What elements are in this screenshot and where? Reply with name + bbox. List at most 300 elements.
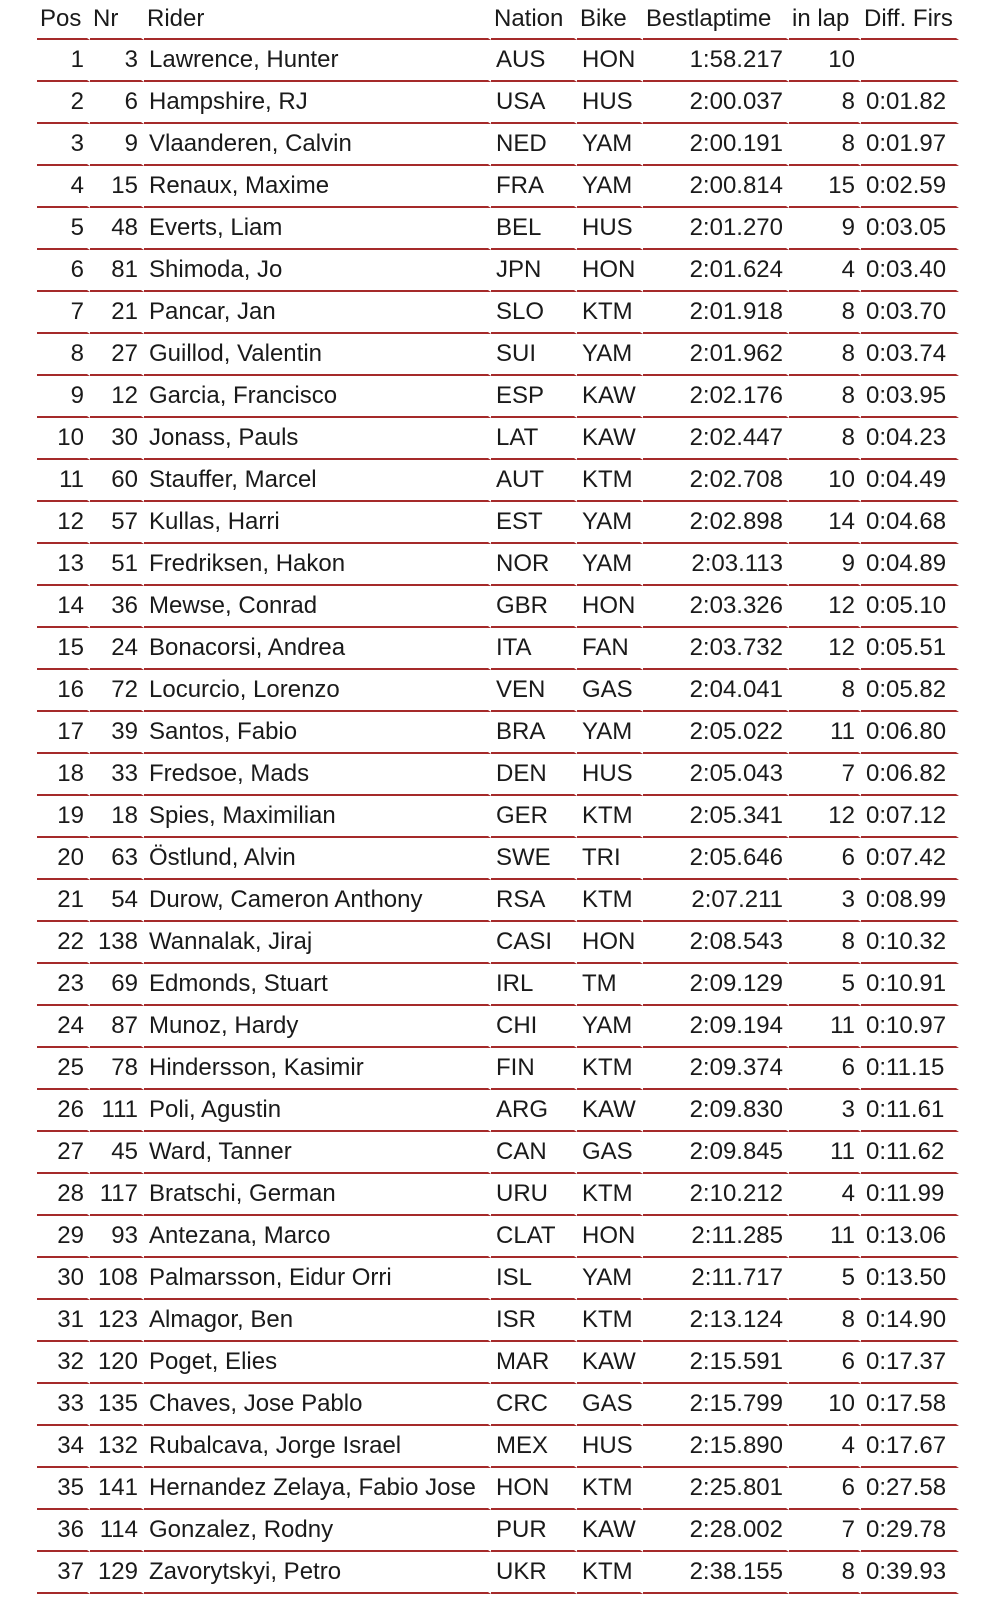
cell-in-lap: 3 [789,880,861,922]
cell-bike: GAS [577,1384,643,1426]
table-row [37,1342,959,1384]
cell-pos: 27 [37,1132,90,1174]
cell-nr: 132 [90,1426,144,1468]
cell-bike: KAW [577,376,643,418]
cell-diff-first: 0:10.91 [861,964,959,1006]
table-row [37,1048,959,1090]
cell-nr: 12 [90,376,144,418]
table-row [37,754,959,796]
cell-rider: Bonacorsi, Andrea [144,628,491,670]
cell-bestlaptime: 2:15.591 [643,1342,789,1384]
cell-rider: Munoz, Hardy [144,1006,491,1048]
cell-bestlaptime: 2:02.898 [643,502,789,544]
cell-nr: 27 [90,334,144,376]
cell-nr: 81 [90,250,144,292]
cell-bike: KTM [577,292,643,334]
cell-bestlaptime: 2:13.124 [643,1300,789,1342]
cell-bike: KAW [577,1342,643,1384]
cell-diff-first: 0:13.06 [861,1216,959,1258]
cell-nation: LAT [491,418,577,460]
cell-nation: VEN [491,670,577,712]
cell-pos: 9 [37,376,90,418]
cell-pos: 21 [37,880,90,922]
cell-pos: 28 [37,1174,90,1216]
cell-nation: HON [491,1468,577,1510]
cell-diff-first: 0:29.78 [861,1510,959,1552]
cell-rider: Kullas, Harri [144,502,491,544]
cell-bike: HON [577,586,643,628]
cell-in-lap: 7 [789,754,861,796]
cell-nation: BEL [491,208,577,250]
table-row [37,376,959,418]
cell-bike: KTM [577,1174,643,1216]
cell-diff-first: 0:17.58 [861,1384,959,1426]
cell-bike: GAS [577,1132,643,1174]
cell-nation: GER [491,796,577,838]
cell-in-lap: 8 [789,82,861,124]
cell-diff-first: 0:08.99 [861,880,959,922]
cell-rider: Östlund, Alvin [144,838,491,880]
cell-pos: 19 [37,796,90,838]
cell-bestlaptime: 2:11.285 [643,1216,789,1258]
table-row [37,1300,959,1342]
cell-nr: 57 [90,502,144,544]
cell-nation: NOR [491,544,577,586]
cell-bike: KTM [577,1552,643,1594]
cell-rider: Poget, Elies [144,1342,491,1384]
cell-diff-first: 0:06.80 [861,712,959,754]
cell-nr: 30 [90,418,144,460]
cell-nation: EST [491,502,577,544]
cell-in-lap: 4 [789,1426,861,1468]
cell-in-lap: 8 [789,124,861,166]
cell-bestlaptime: 2:15.799 [643,1384,789,1426]
cell-diff-first: 0:07.42 [861,838,959,880]
cell-nation: FIN [491,1048,577,1090]
cell-rider: Poli, Agustin [144,1090,491,1132]
cell-bestlaptime: 2:05.646 [643,838,789,880]
cell-in-lap: 8 [789,334,861,376]
cell-bestlaptime: 2:09.845 [643,1132,789,1174]
cell-nr: 15 [90,166,144,208]
cell-bestlaptime: 2:05.341 [643,796,789,838]
cell-bestlaptime: 2:01.624 [643,250,789,292]
cell-nation: CASI [491,922,577,964]
cell-bike: YAM [577,334,643,376]
cell-in-lap: 4 [789,250,861,292]
cell-diff-first: 0:27.58 [861,1468,959,1510]
cell-diff-first [861,40,959,82]
cell-diff-first: 0:03.74 [861,334,959,376]
cell-bestlaptime: 2:04.041 [643,670,789,712]
table-row [37,1552,959,1594]
cell-bestlaptime: 2:02.708 [643,460,789,502]
table-row [37,670,959,712]
cell-bestlaptime: 2:28.002 [643,1510,789,1552]
cell-in-lap: 8 [789,1300,861,1342]
cell-nr: 21 [90,292,144,334]
cell-nr: 69 [90,964,144,1006]
cell-nation: ITA [491,628,577,670]
cell-diff-first: 0:06.82 [861,754,959,796]
cell-in-lap: 9 [789,208,861,250]
cell-bike: HON [577,922,643,964]
cell-bike: TM [577,964,643,1006]
cell-pos: 29 [37,1216,90,1258]
cell-in-lap: 8 [789,1552,861,1594]
cell-diff-first: 0:03.70 [861,292,959,334]
cell-rider: Garcia, Francisco [144,376,491,418]
cell-rider: Ward, Tanner [144,1132,491,1174]
header-bike: Bike [577,0,643,40]
cell-pos: 4 [37,166,90,208]
cell-pos: 35 [37,1468,90,1510]
cell-diff-first: 0:13.50 [861,1258,959,1300]
cell-pos: 23 [37,964,90,1006]
cell-nr: 3 [90,40,144,82]
cell-rider: Mewse, Conrad [144,586,491,628]
header-nr: Nr [90,0,144,40]
cell-bestlaptime: 2:09.194 [643,1006,789,1048]
table-row [37,544,959,586]
cell-rider: Palmarsson, Eidur Orri [144,1258,491,1300]
header-diff-first: Diff. Firs [861,0,959,40]
cell-bike: YAM [577,1006,643,1048]
cell-diff-first: 0:11.15 [861,1048,959,1090]
cell-bike: YAM [577,124,643,166]
cell-nation: ESP [491,376,577,418]
cell-pos: 2 [37,82,90,124]
cell-pos: 26 [37,1090,90,1132]
cell-pos: 30 [37,1258,90,1300]
cell-bike: KTM [577,460,643,502]
cell-bestlaptime: 2:25.801 [643,1468,789,1510]
cell-in-lap: 11 [789,1132,861,1174]
cell-rider: Wannalak, Jiraj [144,922,491,964]
cell-rider: Hampshire, RJ [144,82,491,124]
cell-rider: Lawrence, Hunter [144,40,491,82]
cell-rider: Guillod, Valentin [144,334,491,376]
cell-rider: Vlaanderen, Calvin [144,124,491,166]
cell-bestlaptime: 2:10.212 [643,1174,789,1216]
cell-bike: KAW [577,418,643,460]
cell-rider: Zavorytskyi, Petro [144,1552,491,1594]
cell-nr: 6 [90,82,144,124]
header-rider: Rider [144,0,491,40]
cell-nr: 36 [90,586,144,628]
cell-rider: Rubalcava, Jorge Israel [144,1426,491,1468]
cell-nr: 141 [90,1468,144,1510]
table-row [37,334,959,376]
cell-in-lap: 15 [789,166,861,208]
cell-bike: YAM [577,1258,643,1300]
table-row [37,166,959,208]
table-row [37,1174,959,1216]
cell-rider: Locurcio, Lorenzo [144,670,491,712]
table-row [37,1006,959,1048]
cell-in-lap: 10 [789,40,861,82]
cell-bestlaptime: 2:00.191 [643,124,789,166]
table-row [37,1258,959,1300]
cell-nr: 78 [90,1048,144,1090]
cell-diff-first: 0:17.37 [861,1342,959,1384]
cell-pos: 6 [37,250,90,292]
cell-nation: MAR [491,1342,577,1384]
cell-rider: Durow, Cameron Anthony [144,880,491,922]
cell-pos: 17 [37,712,90,754]
cell-in-lap: 5 [789,1258,861,1300]
cell-pos: 1 [37,40,90,82]
cell-bestlaptime: 2:09.129 [643,964,789,1006]
cell-nr: 72 [90,670,144,712]
cell-in-lap: 9 [789,544,861,586]
cell-in-lap: 4 [789,1174,861,1216]
cell-bestlaptime: 2:09.830 [643,1090,789,1132]
cell-bike: HUS [577,754,643,796]
cell-rider: Hernandez Zelaya, Fabio Jose [144,1468,491,1510]
cell-nr: 60 [90,460,144,502]
cell-diff-first: 0:03.40 [861,250,959,292]
cell-rider: Chaves, Jose Pablo [144,1384,491,1426]
cell-nation: SUI [491,334,577,376]
cell-nr: 39 [90,712,144,754]
cell-bike: YAM [577,502,643,544]
cell-bike: YAM [577,166,643,208]
table-row [37,922,959,964]
cell-bestlaptime: 2:38.155 [643,1552,789,1594]
table-row [37,628,959,670]
cell-pos: 16 [37,670,90,712]
cell-bike: KAW [577,1090,643,1132]
cell-rider: Edmonds, Stuart [144,964,491,1006]
cell-bike: YAM [577,544,643,586]
cell-diff-first: 0:03.95 [861,376,959,418]
cell-diff-first: 0:04.68 [861,502,959,544]
cell-diff-first: 0:07.12 [861,796,959,838]
cell-nation: PUR [491,1510,577,1552]
cell-pos: 22 [37,922,90,964]
cell-nation: ISR [491,1300,577,1342]
cell-nation: JPN [491,250,577,292]
header-in-lap: in lap [789,0,861,40]
cell-in-lap: 12 [789,586,861,628]
cell-pos: 3 [37,124,90,166]
cell-nation: AUS [491,40,577,82]
cell-nr: 33 [90,754,144,796]
cell-nation: MEX [491,1426,577,1468]
cell-nation: CLAT [491,1216,577,1258]
cell-nr: 18 [90,796,144,838]
cell-rider: Fredriksen, Hakon [144,544,491,586]
cell-nation: BRA [491,712,577,754]
cell-pos: 25 [37,1048,90,1090]
cell-diff-first: 0:05.10 [861,586,959,628]
table-row [37,880,959,922]
cell-pos: 31 [37,1300,90,1342]
cell-nation: URU [491,1174,577,1216]
cell-pos: 36 [37,1510,90,1552]
cell-nr: 138 [90,922,144,964]
cell-bike: HON [577,40,643,82]
cell-in-lap: 8 [789,292,861,334]
cell-rider: Stauffer, Marcel [144,460,491,502]
cell-bestlaptime: 2:00.814 [643,166,789,208]
header-row [37,0,959,40]
cell-bestlaptime: 2:03.113 [643,544,789,586]
cell-nation: ARG [491,1090,577,1132]
cell-in-lap: 12 [789,796,861,838]
cell-pos: 20 [37,838,90,880]
cell-nr: 114 [90,1510,144,1552]
table-row [37,1510,959,1552]
cell-nr: 24 [90,628,144,670]
cell-in-lap: 10 [789,460,861,502]
cell-rider: Hindersson, Kasimir [144,1048,491,1090]
cell-in-lap: 6 [789,1048,861,1090]
cell-diff-first: 0:17.67 [861,1426,959,1468]
results-table [37,0,959,1594]
cell-nation: UKR [491,1552,577,1594]
cell-bike: KTM [577,796,643,838]
cell-rider: Bratschi, German [144,1174,491,1216]
cell-diff-first: 0:04.89 [861,544,959,586]
cell-in-lap: 7 [789,1510,861,1552]
table-row [37,838,959,880]
cell-nation: CAN [491,1132,577,1174]
cell-in-lap: 5 [789,964,861,1006]
cell-diff-first: 0:10.97 [861,1006,959,1048]
cell-rider: Antezana, Marco [144,1216,491,1258]
cell-bike: KTM [577,1048,643,1090]
cell-nation: CHI [491,1006,577,1048]
cell-diff-first: 0:04.23 [861,418,959,460]
table-row [37,1090,959,1132]
cell-nation: RSA [491,880,577,922]
cell-pos: 5 [37,208,90,250]
table-row [37,124,959,166]
cell-in-lap: 10 [789,1384,861,1426]
table-row [37,418,959,460]
results-body [37,40,959,1594]
cell-in-lap: 12 [789,628,861,670]
cell-rider: Everts, Liam [144,208,491,250]
table-row [37,586,959,628]
cell-bike: GAS [577,670,643,712]
cell-pos: 12 [37,502,90,544]
table-row [37,82,959,124]
table-row [37,208,959,250]
cell-in-lap: 8 [789,670,861,712]
cell-in-lap: 8 [789,376,861,418]
cell-nation: GBR [491,586,577,628]
table-row [37,460,959,502]
cell-in-lap: 6 [789,838,861,880]
cell-in-lap: 11 [789,1006,861,1048]
cell-pos: 15 [37,628,90,670]
cell-bike: HUS [577,1426,643,1468]
cell-diff-first: 0:01.82 [861,82,959,124]
cell-rider: Santos, Fabio [144,712,491,754]
table-row [37,1468,959,1510]
cell-bestlaptime: 2:03.326 [643,586,789,628]
cell-bike: HON [577,250,643,292]
cell-bestlaptime: 1:58.217 [643,40,789,82]
cell-diff-first: 0:10.32 [861,922,959,964]
table-row [37,40,959,82]
cell-nation: FRA [491,166,577,208]
cell-rider: Renaux, Maxime [144,166,491,208]
cell-pos: 18 [37,754,90,796]
cell-bestlaptime: 2:08.543 [643,922,789,964]
cell-nr: 123 [90,1300,144,1342]
cell-pos: 11 [37,460,90,502]
table-row [37,292,959,334]
cell-bike: KTM [577,880,643,922]
table-row [37,502,959,544]
cell-pos: 24 [37,1006,90,1048]
cell-pos: 37 [37,1552,90,1594]
cell-in-lap: 6 [789,1342,861,1384]
cell-bestlaptime: 2:09.374 [643,1048,789,1090]
cell-bike: KTM [577,1300,643,1342]
table-row [37,796,959,838]
cell-rider: Pancar, Jan [144,292,491,334]
cell-bestlaptime: 2:01.270 [643,208,789,250]
cell-diff-first: 0:11.99 [861,1174,959,1216]
cell-nr: 87 [90,1006,144,1048]
table-row [37,1216,959,1258]
cell-nr: 108 [90,1258,144,1300]
table-row [37,1426,959,1468]
cell-bike: YAM [577,712,643,754]
cell-in-lap: 3 [789,1090,861,1132]
cell-rider: Fredsoe, Mads [144,754,491,796]
cell-nation: NED [491,124,577,166]
cell-bestlaptime: 2:05.022 [643,712,789,754]
cell-bike: KTM [577,1468,643,1510]
cell-bestlaptime: 2:07.211 [643,880,789,922]
cell-nr: 54 [90,880,144,922]
cell-bestlaptime: 2:02.447 [643,418,789,460]
cell-nr: 93 [90,1216,144,1258]
table-row [37,1132,959,1174]
cell-pos: 33 [37,1384,90,1426]
cell-nation: AUT [491,460,577,502]
table-row [37,1384,959,1426]
cell-pos: 34 [37,1426,90,1468]
cell-in-lap: 11 [789,1216,861,1258]
cell-in-lap: 8 [789,418,861,460]
cell-bestlaptime: 2:05.043 [643,754,789,796]
cell-bestlaptime: 2:11.717 [643,1258,789,1300]
cell-diff-first: 0:14.90 [861,1300,959,1342]
cell-diff-first: 0:11.62 [861,1132,959,1174]
cell-nr: 129 [90,1552,144,1594]
cell-bike: KAW [577,1510,643,1552]
cell-bestlaptime: 2:01.918 [643,292,789,334]
cell-pos: 32 [37,1342,90,1384]
cell-diff-first: 0:11.61 [861,1090,959,1132]
cell-bike: HON [577,1216,643,1258]
cell-nr: 120 [90,1342,144,1384]
cell-nr: 111 [90,1090,144,1132]
cell-nation: USA [491,82,577,124]
cell-nr: 135 [90,1384,144,1426]
cell-nr: 48 [90,208,144,250]
cell-nr: 117 [90,1174,144,1216]
cell-bike: HUS [577,82,643,124]
table-row [37,964,959,1006]
